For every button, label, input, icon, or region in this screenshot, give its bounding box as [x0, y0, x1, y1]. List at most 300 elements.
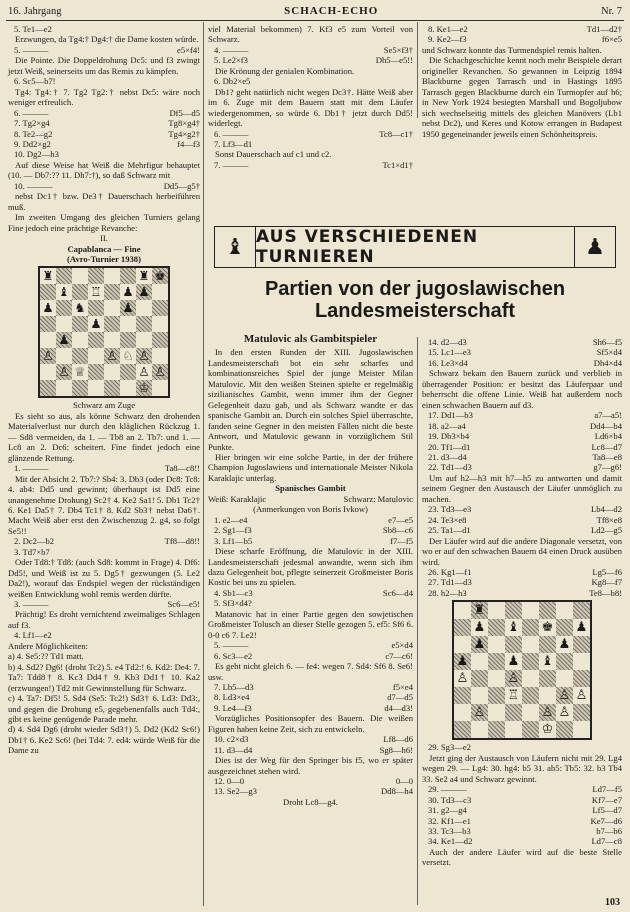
board-square	[522, 721, 539, 738]
white-move: 3. Td7×b7	[14, 546, 50, 557]
paragraph: Schwarz bekam den Bauern zurück und verblieb in überragender Position: er besitzt das Läuferpaar und beherrscht die offene Linie. Weiß hat außerdem noch einen schwachen Bauern auf d3.	[422, 368, 622, 410]
black-move: Ld6×b4	[594, 431, 622, 442]
board-square	[88, 300, 104, 316]
move-line	[8, 463, 200, 473]
move-line	[8, 118, 200, 128]
board-square	[522, 602, 539, 619]
paragraph: Hier bringen wir eine solche Partie, in der der frühere Champion Jugoslawiens und internationale Meister Nikola Karaklajic unterlag.	[208, 451, 413, 483]
board-square: ♟	[471, 619, 488, 636]
board-square	[454, 704, 471, 721]
white-move: 21. d3—d4	[428, 451, 467, 462]
board-square: ♟	[56, 332, 72, 348]
board-square	[471, 687, 488, 704]
black-move: Sb8—c6	[382, 525, 413, 536]
board-square	[40, 316, 56, 332]
move-line	[208, 640, 413, 650]
move-line	[422, 784, 622, 794]
move-line	[208, 651, 413, 661]
white-move: 6. Sc5—b7!	[14, 76, 56, 87]
board-square	[88, 348, 104, 364]
paragraph: Die Krönung der genialen Kombination.	[215, 65, 355, 76]
black-move: Sh6—f5	[592, 337, 622, 347]
move-line	[422, 34, 622, 44]
board-square	[454, 721, 471, 738]
move-line	[8, 129, 200, 139]
column-divider	[417, 22, 418, 118]
board-square	[72, 380, 88, 396]
board-square	[488, 619, 505, 636]
move-line	[422, 24, 622, 34]
white-move: 7. Lf3—d1	[214, 138, 253, 149]
header-rule	[6, 20, 624, 21]
white-move: 6. ———	[214, 128, 249, 139]
board-square	[152, 348, 168, 364]
white-move: 12. 0—0	[214, 776, 245, 787]
move-line	[208, 776, 413, 786]
white-move: 7. ———	[214, 159, 249, 170]
board-square: ♙	[104, 348, 120, 364]
paragraph: Die Pointe. Die Doppeldrohung Dc5: und f3 zwingt jetzt Weiß, seinerseits um das Remis zu kämpfen.	[8, 55, 200, 76]
white-move: 5. ———	[14, 44, 49, 55]
board-square	[488, 721, 505, 738]
board-square: ♙	[539, 704, 556, 721]
board-square	[522, 653, 539, 670]
board-square: ♙	[454, 670, 471, 687]
black-move: Lg5—f6	[592, 566, 622, 577]
paragraph: Dies ist der Weg für den Springer bis f5, wo er später ausgezeichnet stehen wird.	[208, 755, 413, 776]
board-square	[136, 316, 152, 332]
board-square: ♟	[573, 619, 590, 636]
board-square	[556, 653, 573, 670]
section-subtitle: Matulovic als Gambitspieler	[243, 333, 378, 345]
white-move: 18. a2—a4	[428, 420, 466, 431]
move-line	[422, 577, 622, 587]
paragraph: Matanovic hat in einer Partie gegen den sowjetischen Großmeister Tolusch an dieser Stelle gezogen 5. ef5: Sf6 6. 0-0 c6 7. Le2!	[208, 608, 413, 640]
move-line	[8, 139, 200, 149]
paragraph: und Schwarz konnte das Turmendspiel remis halten.	[422, 44, 602, 55]
move-line	[422, 452, 622, 462]
board-square	[505, 721, 522, 738]
board-square	[136, 332, 152, 348]
board-square	[573, 636, 590, 653]
board-square: ♟	[454, 653, 471, 670]
board-square: ♜	[136, 268, 152, 284]
white-move: 16. Le3×d4	[428, 357, 468, 368]
board-square	[56, 300, 72, 316]
black-move: Sc6—e5!	[167, 599, 200, 610]
board-square	[573, 602, 590, 619]
board-square	[88, 364, 104, 380]
black-move: Dh5—e5!!	[375, 55, 413, 66]
paragraph: Es geht nicht gleich 6. — fe4: wegen 7. Sd4: Sf6 8. Se6! usw.	[208, 661, 413, 682]
move-line	[208, 745, 413, 755]
board-square: ♙	[505, 670, 522, 687]
board-square: ♝	[505, 619, 522, 636]
board-square	[152, 332, 168, 348]
board-square: ♟	[556, 636, 573, 653]
volume-label: 16. Jahrgang	[8, 5, 62, 17]
board-square	[120, 364, 136, 380]
board-square: ♔	[136, 380, 152, 396]
paragraph: c) 4. Ta7: Df5! 5. Sd4 (Se5: Tc2!) Sd3† 6. Ld3: Dd3:, und gegen die Drohung e5, gegebenenfalls auch Td4:, gibt es keine genügende Parade mehr.	[8, 693, 200, 725]
black-move: Te8—b8!	[589, 587, 622, 598]
move-line	[8, 536, 200, 546]
board-square	[488, 636, 505, 653]
black-move: Ta8—c8!!	[164, 463, 200, 474]
paragraph: In den ersten Runden der XIII. Jugoslawischen Landesmeisterschaft bot ein sehr scharfes und kombinationsreiches Spiel der junge Meister Milan Matulovic. Mit den weißen Steinen spielte er regelmäßig sizilianisches Gambit, wenn immer ihm der Gegner Gelegenheit dazu gab, und als Schwarz wandte er das spanische Gambit an. Durch ein solches Spiel überraschte, fanden seine Gegner in den meisten Fällen nicht die beste Antwort, und Matulovic gewann in vorzüglichem Stil Punkte.	[208, 347, 413, 452]
black-move: e7—e5	[388, 514, 413, 525]
board-square	[104, 284, 120, 300]
black-move: Dd8—h4	[381, 786, 413, 797]
board-square: ♜	[40, 268, 56, 284]
white-move: 8. Ld3×e4	[214, 692, 250, 703]
caption: Droht Lc8—g4.	[283, 796, 338, 807]
white-move: 3. Lf1—b5	[214, 535, 253, 546]
move-line	[208, 525, 413, 535]
board-square: ♟	[120, 284, 136, 300]
paragraph: Im zweiten Umgang des gleichen Turniers gelang Fine jedoch eine prächtige Revanche:	[8, 212, 200, 233]
black-move: Lb4—d2	[590, 504, 622, 515]
white-move: 5. ———	[214, 640, 249, 651]
paragraph: viel Material bekommen) 7. Kf3 e5 zum Vorteil von Schwarz.	[208, 24, 413, 45]
white-move: 10. ———	[14, 180, 53, 191]
board-square	[104, 364, 120, 380]
board-square	[56, 380, 72, 396]
move-line	[422, 588, 622, 598]
board-square	[56, 348, 72, 364]
move-line	[422, 462, 622, 472]
white-move: 11. d3—d4	[214, 744, 253, 755]
board-square	[556, 721, 573, 738]
board-square	[120, 380, 136, 396]
issue-number: Nr. 7	[601, 5, 622, 17]
board-square	[152, 316, 168, 332]
move-line	[208, 515, 413, 525]
paragraph: Vorzügliches Positionsopfer des Bauern. Die weißen Figuren haben keine Zeit, sich zu entwickeln.	[208, 713, 413, 734]
move-line	[422, 347, 622, 357]
black-move: c7—c6!	[385, 650, 413, 661]
black-move: Tc1×d1†	[382, 159, 413, 170]
column-3-bottom	[422, 337, 622, 868]
board-square: ♙	[152, 364, 168, 380]
board-square: ♞	[72, 300, 88, 316]
black-move: Sc6—d4	[382, 587, 413, 598]
move-line	[422, 795, 622, 805]
black-move: Tc8—c1†	[379, 128, 413, 139]
board-square	[539, 636, 556, 653]
board-square: ♜	[471, 602, 488, 619]
black-move: d7—d5	[387, 692, 413, 703]
board-square	[104, 316, 120, 332]
black-move: f4—f3	[177, 138, 200, 149]
black-move: Ta8—e8	[592, 451, 622, 462]
white-move: 8. Te2—g2	[14, 128, 53, 139]
board-square	[471, 653, 488, 670]
white-move: 2. Sg1—f3	[214, 525, 252, 536]
board-square	[471, 721, 488, 738]
pawn-icon: ♟	[585, 234, 605, 259]
black-move: Df5—d5	[169, 107, 200, 118]
move-line	[208, 703, 413, 713]
board-square	[556, 670, 573, 687]
white-move: 1. ———	[14, 463, 49, 474]
white-move: 15. Lc1—e3	[428, 347, 471, 358]
move-line	[422, 337, 622, 347]
move-line	[422, 567, 622, 577]
board-square	[40, 284, 56, 300]
board-square	[522, 670, 539, 687]
board-square	[539, 602, 556, 619]
move-line	[208, 692, 413, 702]
black-move: Tg4×g2†	[168, 128, 200, 139]
board-square	[104, 332, 120, 348]
move-line	[8, 599, 200, 609]
paragraph: Der Läufer wird auf die andere Diagonale versetzt, von wo er auf den schwachen Bauern d4 einen Druck ausüben wird.	[422, 535, 622, 567]
white-move: 5. Sf3×d4?	[214, 598, 252, 609]
board-square	[454, 687, 471, 704]
black-move: Tg8×g4†	[168, 118, 200, 129]
board-square: ♙	[471, 704, 488, 721]
white-move: 30. Td3—c3	[428, 794, 472, 805]
board-square	[72, 316, 88, 332]
white-move: 33. Tc3—b3	[428, 825, 471, 836]
board-square: ♘	[120, 348, 136, 364]
black-move: f5×e4	[392, 681, 413, 692]
board-square: ♖	[505, 687, 522, 704]
white-move: 13. Se2—g3	[214, 786, 257, 797]
board-square	[505, 636, 522, 653]
column-2-bottom	[208, 333, 413, 807]
board-square	[104, 300, 120, 316]
black-move: Dd4—b4	[590, 420, 622, 431]
caption: II.	[100, 233, 108, 244]
paragraph: Jetzt ging der Austausch von Läufern nicht mit 29. Lg4 wegen 29. — Lg4: 30. hg4: b5 31. ab5: Tb5: 32. b3 Tb4 33. Se2 a4 und Schwarz gewinnt.	[422, 752, 622, 784]
board-square	[40, 332, 56, 348]
board-square	[522, 619, 539, 636]
column-3-top	[422, 24, 622, 139]
move-line	[8, 45, 200, 55]
board-square: ♙	[556, 704, 573, 721]
board-square: ♚	[152, 268, 168, 284]
board-square: ♟	[505, 653, 522, 670]
board-square	[488, 704, 505, 721]
board-square	[152, 284, 168, 300]
black-move: Ld7—f5	[592, 784, 622, 795]
board-square	[120, 332, 136, 348]
move-line	[208, 494, 413, 504]
article-headline: Partien von der jugoslawischen Landesmeisterschaft	[264, 278, 566, 322]
board-square	[556, 602, 573, 619]
white-move: 5. Te1—e2	[14, 24, 52, 34]
board-square: ♔	[539, 721, 556, 738]
board-square: ♙	[573, 687, 590, 704]
board-square	[56, 316, 72, 332]
section-banner	[214, 226, 616, 268]
white-move: 7. Tg2×g4	[14, 118, 50, 129]
board-square	[104, 380, 120, 396]
move-line	[208, 139, 413, 149]
page-number: 103	[605, 897, 620, 908]
board-square: ♟	[120, 300, 136, 316]
board-square	[522, 687, 539, 704]
white-move: 4. Lf1—e2	[14, 630, 52, 641]
white-move: 9. Dd2×g2	[14, 138, 51, 149]
column-1	[8, 24, 200, 756]
subheading: Spanisches Gambit	[275, 483, 346, 494]
board-square	[40, 364, 56, 380]
board-square	[488, 653, 505, 670]
board-square	[88, 268, 104, 284]
board-square	[88, 332, 104, 348]
board-square	[454, 619, 471, 636]
black-move: Lf5—d7	[592, 805, 622, 816]
column-divider	[417, 337, 418, 905]
board-square	[522, 636, 539, 653]
black-move: Sg8—h6!	[379, 744, 413, 755]
white-move: 8. Ke1—e2	[428, 24, 468, 34]
white-move: 9. Ke2—f3	[428, 34, 467, 45]
black-move: Dd5—g5†	[163, 180, 200, 191]
paragraph: nebst Dc1† bzw. De3† Dauerschach herbeiführen muß.	[8, 191, 200, 212]
chess-diagram	[38, 266, 170, 398]
white-move: 14. d2—d3	[428, 337, 467, 347]
paragraph: a) 4. Se5:?? Td1 matt.	[8, 651, 84, 662]
white-move: 17. Dd1—b3	[428, 410, 473, 421]
move-line	[8, 181, 200, 191]
move-line	[208, 682, 413, 692]
black-move: Tf8×e8	[596, 514, 622, 525]
white-move: 29. Sg3—e2	[428, 742, 471, 753]
board-square: ♕	[72, 364, 88, 380]
paragraph: Diese scharfe Eröffnung, die Matulovic in der XIII. Landesmeisterschaft jedesmal anwandte, wenn sich ihm dazu Gelegenheit bot, pflegte seinerzeit Großmeister Boris Kostic bei uns zu spielen.	[208, 546, 413, 588]
paragraph: Sonst Dauerschach auf c1 und c2.	[215, 149, 332, 160]
board-square: ♖	[88, 284, 104, 300]
white-move: 28. h2—h3	[428, 587, 467, 598]
black-move: Ld2—g5	[590, 525, 622, 536]
move-line	[208, 129, 413, 139]
white-move: 31. g2—g4	[428, 805, 467, 816]
move-line	[422, 836, 622, 846]
board-square	[72, 348, 88, 364]
move-line	[422, 525, 622, 535]
black-move: Tf8—d8!!	[164, 536, 200, 547]
white-move: 7. Lb5—d3	[214, 681, 254, 692]
white-move: 27. Td1—d3	[428, 577, 472, 588]
paragraph: Mit der Absicht 2. Tb7:? Sb4: 3. Db3 (oder Dc8: Tc8: 4. ab4: Dd5 und gewinnt; überhaupt ist Dd5 eine unangenehme Drohung) Sc2† 4. Ke2 Sa1! 5. Db1 Tc2† 6. Ke1 Da5† 7. Db4 Tc1† 8. Kd2 Sb3† nebst Da6†. Macht Weiß aber erst den Zwischenzug 2. g4, so folgt Se5!!	[8, 473, 200, 536]
black-move: Lc8—d7	[591, 441, 622, 452]
white-move: 4. ———	[214, 44, 249, 55]
board-square	[72, 332, 88, 348]
black-move: g7—g6!	[593, 462, 622, 473]
paragraph: d) 4. Sd4 Dg6 (droht wieder Sd3†) 5. Dd2 (Kd2 Sc6!) Db1† 6. Ke2 Sc6! (bei Td4: 7. ed4: würde Weiß für die Dame zu	[8, 724, 200, 756]
black-move: e5×f4!	[177, 44, 200, 55]
white-move: 29. ———	[428, 784, 467, 795]
black-move: Td1—d2†	[586, 24, 622, 34]
board-square: ♙	[136, 348, 152, 364]
black-move: 0—0	[395, 776, 413, 787]
column-divider	[203, 22, 204, 906]
move-line	[422, 431, 622, 441]
move-line	[8, 149, 200, 159]
paragraph: Auch der andere Läufer wird auf die beste Stelle versetzt.	[422, 846, 622, 868]
banner-title: AUS VERSCHIEDENEN TURNIEREN	[255, 227, 575, 267]
move-line	[422, 805, 622, 815]
board-square: ♟	[136, 284, 152, 300]
board-square: ♟	[88, 316, 104, 332]
paragraph: Um auf h2—h3 mit h7—h5 zu antworten und damit seinem Gegner den Austausch der Läufer unmöglich zu machen.	[422, 472, 622, 504]
board-square	[488, 602, 505, 619]
move-line	[8, 76, 200, 86]
black-move: Lf8—d6	[383, 734, 413, 745]
move-line	[208, 598, 413, 608]
board-square	[573, 670, 590, 687]
paragraph: Erzwungen, da Tg4:† Dg4:† die Dame kosten würde.	[15, 34, 199, 45]
black-move: e5×d4	[391, 640, 413, 651]
white-move: 6. ———	[14, 107, 49, 118]
board-square	[573, 721, 590, 738]
board-square	[522, 704, 539, 721]
board-square	[56, 268, 72, 284]
move-line	[422, 504, 622, 514]
white-move: 4. Sb1—c3	[214, 587, 253, 598]
black-move: f7—f5	[390, 535, 413, 546]
board-square: ♟	[40, 300, 56, 316]
white-move: 25. Ta1—d1	[428, 525, 471, 536]
magazine-title: SCHACH-ECHO	[284, 5, 379, 17]
paragraph: Auf diese Weise hat Weiß die Mehrfigur behauptet (10. — Db7:?? 11. Dh7:†), so daß Schwarz mit	[8, 159, 200, 181]
white-move: 24. Te3×e8	[428, 514, 467, 525]
black-move: Ke7—d6	[590, 815, 622, 826]
board-square	[454, 636, 471, 653]
black-move: b7—b6	[596, 825, 622, 836]
board-square	[72, 284, 88, 300]
move-line	[208, 76, 413, 86]
board-square	[72, 268, 88, 284]
white-move: 32. Kf1—e1	[428, 815, 471, 826]
white-move: Weiß: Karaklajic	[208, 493, 267, 504]
board-square	[152, 300, 168, 316]
paragraph: Oder Td8:† Td8: (auch Sd8: kommt in Frage) 4. Df6: Dd5!, und Weiß ist zu 5. Dg5† gezwungen (5. Le2 Da2!), worauf das Endspiel wegen der rückständigen weißen Entwicklung wohl remis werden dürfte.	[8, 557, 200, 599]
black-move: Schwarz: Matulovic	[343, 493, 413, 504]
page-header	[8, 2, 622, 20]
board-square	[505, 602, 522, 619]
move-line	[422, 442, 622, 452]
white-move: 1. e2—e4	[214, 514, 248, 525]
move-line	[422, 826, 622, 836]
white-move: 6. Db2×e5	[214, 76, 251, 87]
board-square: ♙	[136, 364, 152, 380]
move-line	[208, 536, 413, 546]
white-move: 19. Db3×b4	[428, 431, 470, 442]
white-move: 6. Sc3—e2	[214, 650, 253, 661]
move-line	[422, 515, 622, 525]
move-line	[208, 160, 413, 170]
move-line	[422, 421, 622, 431]
board-square: ♙	[40, 348, 56, 364]
white-move: 10. c2×d3	[214, 734, 249, 745]
black-move: Ld7—c8	[591, 836, 622, 847]
board-square: ♙	[56, 364, 72, 380]
white-move: 9. Le4—f3	[214, 702, 252, 713]
board-square: ♙	[556, 687, 573, 704]
board-square	[40, 380, 56, 396]
board-square	[488, 670, 505, 687]
move-line	[208, 45, 413, 55]
move-line	[8, 547, 200, 557]
board-square	[505, 704, 522, 721]
chess-diagram	[452, 600, 592, 740]
move-line	[422, 816, 622, 826]
